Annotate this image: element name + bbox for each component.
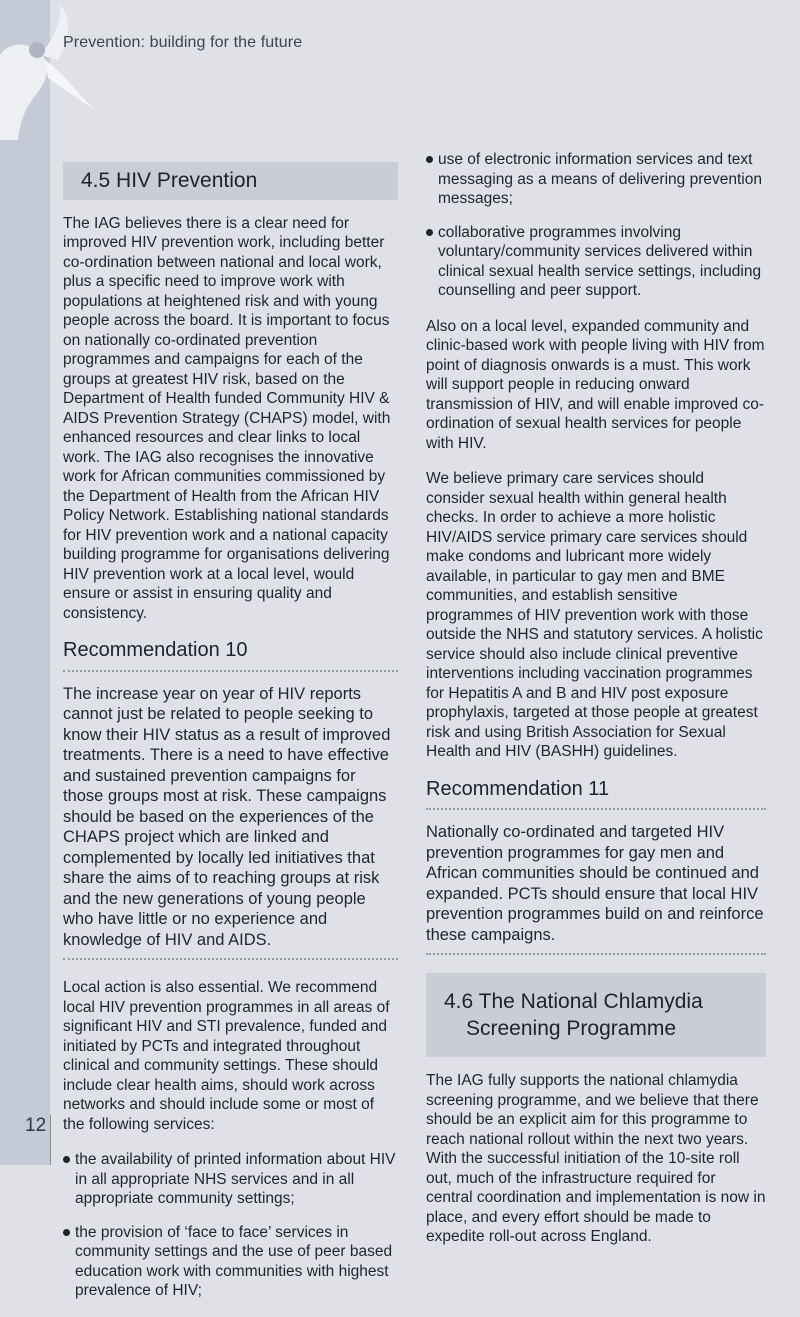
local-level-paragraph: Also on a local level, expanded community and clinic-based work with people living with HIV from point of diagnosis onwards is a must. This work will support people in reducing onward transmission of HIV, and will enable improved co-ordination of sexual health services for people with HIV. — [426, 317, 765, 452]
services-list — [63, 1150, 398, 1301]
bullet-icon — [426, 156, 433, 163]
bullet-icon — [63, 1156, 70, 1163]
services-list-continued — [426, 150, 766, 301]
left-side-band — [0, 0, 50, 1165]
left-column — [63, 162, 398, 1317]
running-header: Prevention: building for the future — [63, 34, 303, 51]
page-number-rule — [50, 1115, 51, 1165]
recommendation-11-title: Recommendation 11 — [426, 780, 766, 811]
intro-paragraph: The IAG believes there is a clear need for improved HIV prevention work, including better co-ordination between national and local work, plus a specific need to improve work with populations at heightened risk and with young people across the board. It is important to focus on nationally co-ordinated prevention programmes and campaigns for each of the groups at greatest HIV risk, based on the Department of Health funded Community HIV & AIDS Prevention Strategy (CHAPS) model, with enhanced resources and clear links to local work. The IAG also recognises the innovative work for African communities commissioned by the Department of Health from the African HIV Policy Network. Establishing national standards for HIV prevention work and a national capacity building programme for organisations delivering HIV prevention work at a local level, would ensure or assist in ensuring quality and consistency. — [63, 214, 391, 622]
page-number: 12 — [25, 1115, 47, 1136]
recommendation-11-text: Nationally co-ordinated and targeted HIV prevention programmes for gay men and African communities should be continued and expanded. PCTs should ensure that local HIV prevention programmes build on and reinforce these campaigns. — [426, 822, 766, 955]
section-heading-hiv-prevention: 4.5 HIV Prevention — [63, 162, 398, 200]
local-action-paragraph: Local action is also essential. We recommend local HIV prevention programmes in all areas of significant HIV and STI prevalence, funded and initiated by PCTs and integrated throughout clinical and community settings. These should include clear health aims, should work across networks and should include some or most of the following services: — [63, 979, 390, 1133]
recommendation-10-text: The increase year on year of HIV reports cannot just be related to people seeking to know their HIV status as a result of improved treatments. There is a need to have effective and sustained prevention campaigns for those groups most at risk. These campaigns should be based on the experiences of the CHAPS project which are linked and complemented by locally led initiatives that share the aims of to reaching groups at risk and the new generations of young people who have little or no experience and knowledge of HIV and AIDS. — [63, 684, 398, 961]
section-heading-line-2: Screening Programme — [466, 1017, 677, 1040]
ribbon-figure-logo-icon — [0, 0, 100, 160]
list-item-text: the provision of ‘face to face’ services in community settings and the use of peer based education work with communities with highest prevalence of HIV; — [75, 1223, 393, 1299]
bullet-icon — [426, 229, 433, 236]
list-item — [426, 223, 766, 301]
right-column — [426, 150, 766, 1263]
section-heading-chlamydia — [426, 973, 766, 1057]
primary-care-paragraph: We believe primary care services should consider sexual health within general health checks. In order to achieve a more holistic HIV/AIDS service primary care services should make condoms and lubricant more widely available, in particular to gay men and BME communities, and establish sensitive programmes of HIV prevention work with those outside the NHS and statutory services. A holistic service should also include clinical preventive interventions including vaccination programmes for Hepatitis A and B and HIV post exposure prophylaxis, targeted at those people at greatest risk and using British Association for Sexual Health and HIV (BASHH) guidelines. — [426, 470, 763, 760]
chlamydia-paragraph: The IAG fully supports the national chlamydia screening programme, and we believe that there should be an explicit aim for this programme to reach national rollout within the next two years. With the successful initiation of the 10-site roll out, much of the infrastructure required for central coordination and implementation is now in place, and every effort should be made to expedite roll-out across England. — [426, 1072, 766, 1245]
list-item-text: the availability of printed information about HIV in all appropriate NHS services and in all appropriate community settings; — [75, 1151, 396, 1207]
list-item — [63, 1223, 398, 1301]
section-heading-line-1: 4.6 The National Chlamydia — [444, 990, 703, 1013]
list-item-text: collaborative programmes involving voluntary/community services delivered within clinical sexual health service settings, including counselling and peer support. — [438, 223, 762, 299]
recommendation-10-title: Recommendation 10 — [63, 641, 398, 672]
list-item — [63, 1150, 398, 1209]
list-item-text: use of electronic information services and text messaging as a means of delivering prevention messages; — [438, 151, 762, 207]
list-item — [426, 150, 766, 209]
bullet-icon — [63, 1229, 70, 1236]
